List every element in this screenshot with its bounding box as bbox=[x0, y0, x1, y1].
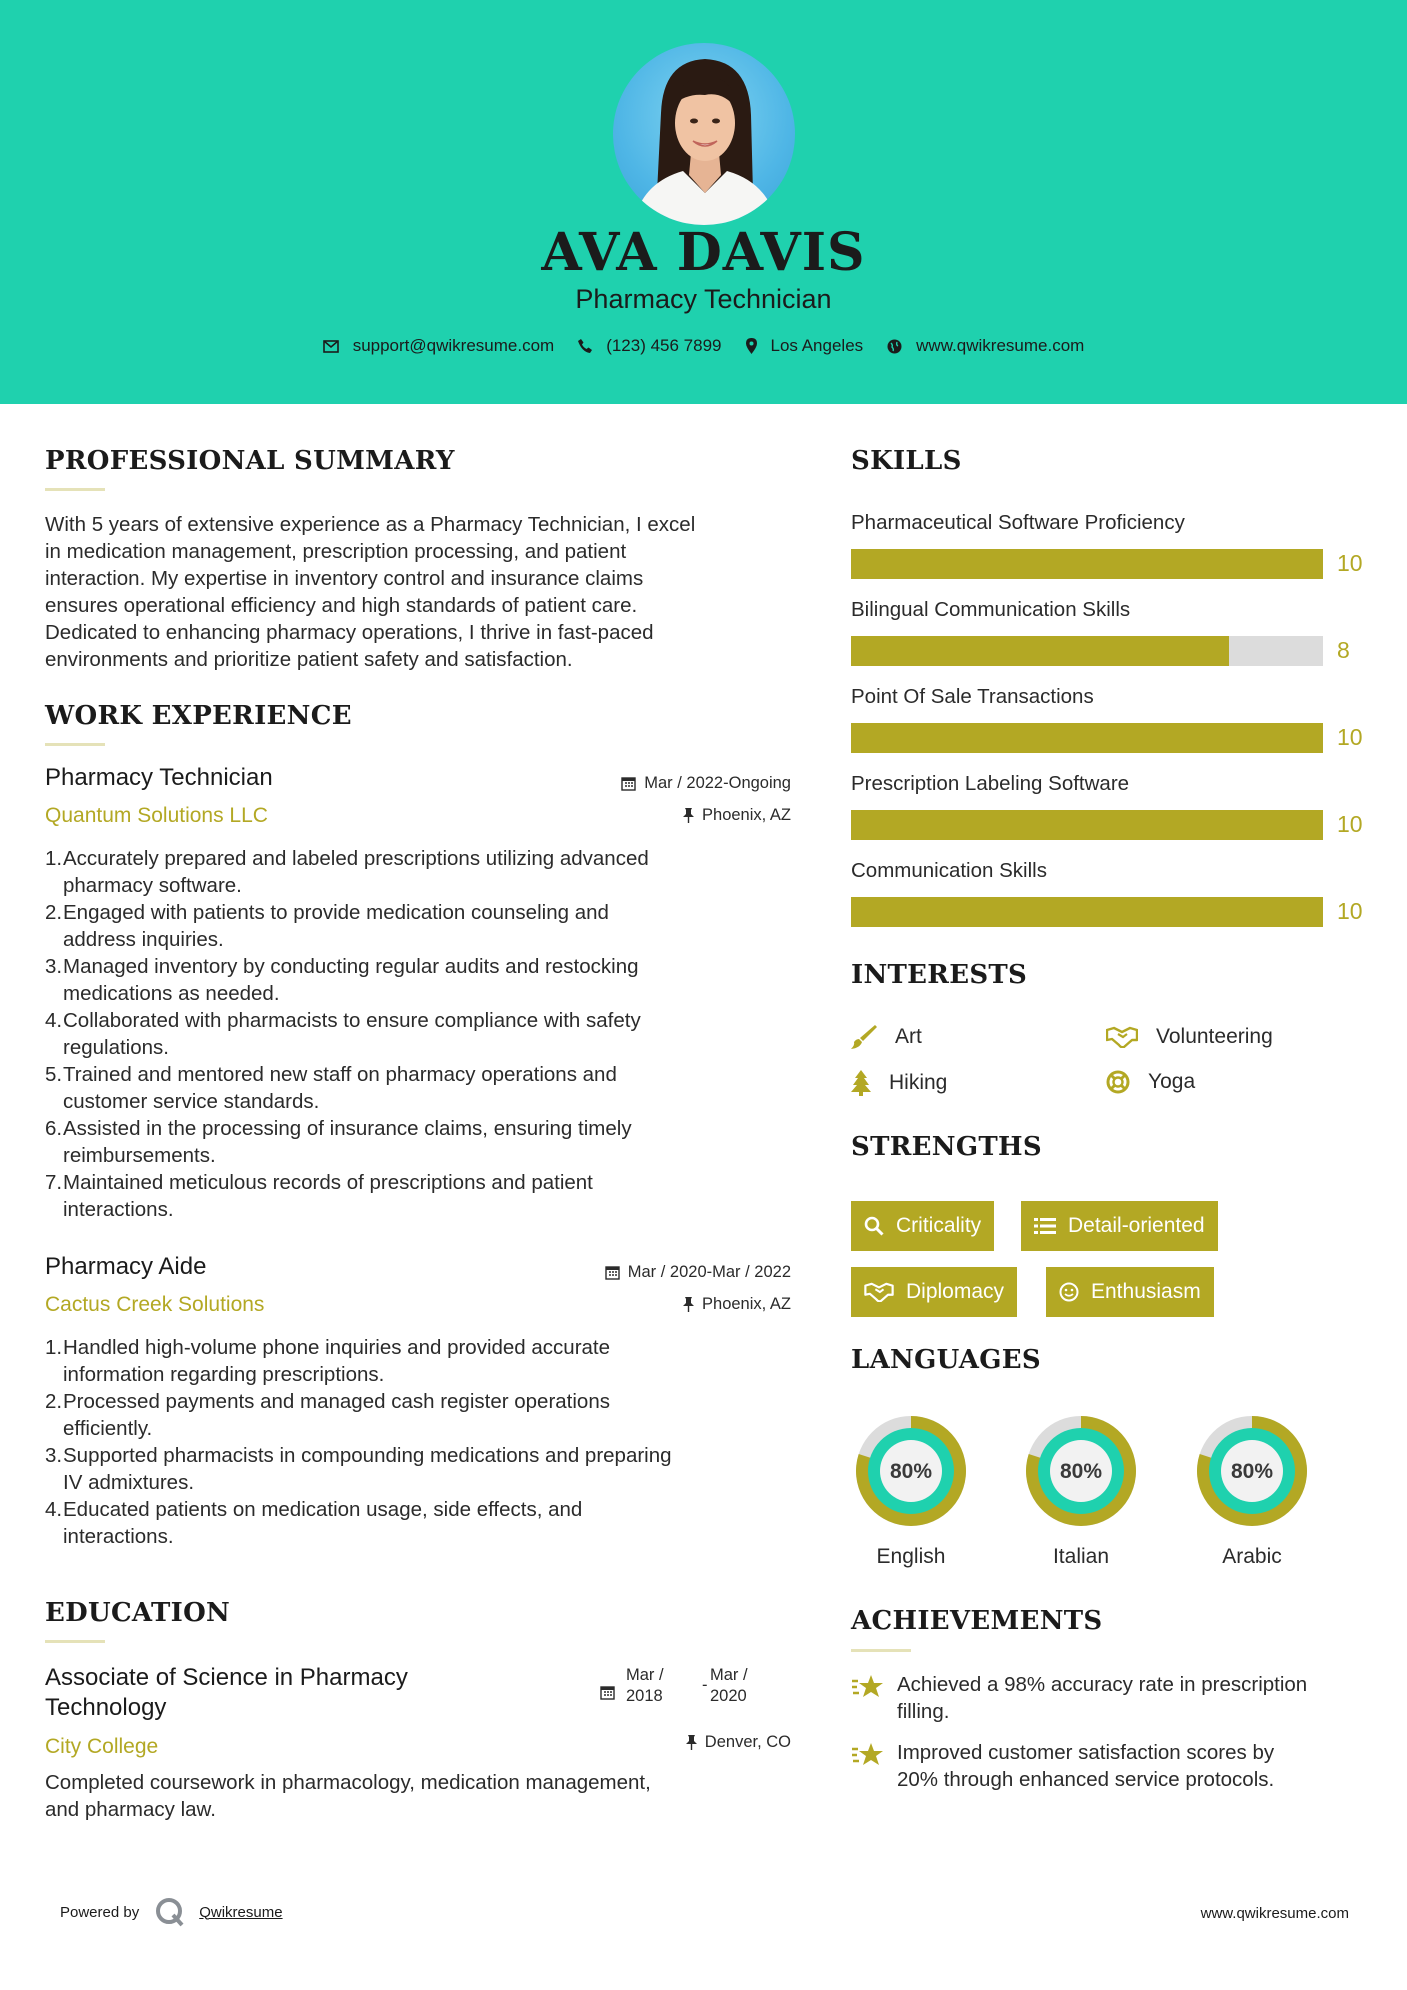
date-separator: - bbox=[702, 1676, 708, 1694]
job-location-text: Phoenix, AZ bbox=[702, 1295, 791, 1313]
list-item: 3. Supported pharmacists in compounding medications and preparing IV admixtures. bbox=[45, 1444, 672, 1494]
summary-line: ensures operational efficiency and high standards of patient care. bbox=[45, 594, 638, 617]
job-dates bbox=[500, 1263, 791, 1282]
interest-label: Hiking bbox=[889, 1071, 948, 1094]
smile-icon bbox=[1059, 1282, 1079, 1302]
powered-by-text: Powered by bbox=[60, 1903, 140, 1921]
education-rule bbox=[45, 1640, 105, 1643]
interest-yoga bbox=[1106, 1070, 1195, 1094]
strength-badge bbox=[851, 1267, 1017, 1317]
interest-art bbox=[851, 1025, 922, 1049]
education-description bbox=[45, 1769, 805, 1823]
summary-line: in medication management, prescription processing, and patient bbox=[45, 540, 627, 563]
skill-name: Point Of Sale Transactions bbox=[851, 685, 1094, 708]
company-name: Quantum Solutions LLC bbox=[45, 804, 268, 827]
skill-bar-fill bbox=[851, 897, 1323, 927]
date-part: Mar / bbox=[626, 1666, 664, 1684]
job-title: Pharmacy Aide bbox=[45, 1253, 207, 1280]
skill-bar-fill bbox=[851, 636, 1229, 666]
school-name: City College bbox=[45, 1735, 159, 1758]
strength-label: Enthusiasm bbox=[1091, 1280, 1201, 1303]
interest-hiking bbox=[851, 1070, 947, 1096]
list-item: 2. Engaged with patients to provide medication counseling and address inquiries. bbox=[45, 901, 609, 951]
skill-bar-track bbox=[851, 897, 1323, 927]
achievement-item bbox=[851, 1671, 1371, 1725]
strengths-heading: STRENGTHS bbox=[851, 1132, 1042, 1162]
skill-value: 10 bbox=[1337, 724, 1363, 750]
list-item: 4. Collaborated with pharmacists to ensure compliance with safety regulations. bbox=[45, 1009, 641, 1059]
contact-website[interactable] bbox=[887, 336, 1084, 356]
list-item: 7. Maintained meticulous records of prescriptions and patient interactions. bbox=[45, 1171, 593, 1221]
skill-bar-track bbox=[851, 549, 1323, 579]
paintbrush-icon bbox=[851, 1025, 877, 1049]
list-item: 1. Handled high-volume phone inquiries and provided accurate information regarding prescriptions. bbox=[45, 1336, 611, 1386]
globe-icon bbox=[887, 339, 902, 354]
achievement-line: 20% through enhanced service protocols. bbox=[897, 1768, 1275, 1791]
pushpin-icon bbox=[683, 1297, 694, 1312]
tree-icon bbox=[851, 1070, 871, 1096]
strength-badge bbox=[1046, 1267, 1214, 1317]
summary-text bbox=[45, 511, 805, 673]
footer-url[interactable]: www.qwikresume.com bbox=[1200, 1905, 1349, 1922]
education-location bbox=[500, 1733, 791, 1752]
skill-bar-fill bbox=[851, 810, 1323, 840]
language-percent: 80% bbox=[1230, 1460, 1274, 1483]
list-item: 5. Trained and mentored new staff on pharmacy operations and customer service standards. bbox=[45, 1063, 617, 1113]
list-item: 2. Processed payments and managed cash register operations efficiently. bbox=[45, 1390, 610, 1440]
candidate-name: AVA DAVIS bbox=[541, 222, 866, 283]
phone-icon bbox=[578, 339, 592, 353]
skill-bar-track bbox=[851, 810, 1323, 840]
interest-label: Yoga bbox=[1148, 1070, 1196, 1093]
achievement-line: Improved customer satisfaction scores by bbox=[897, 1741, 1275, 1764]
candidate-title: Pharmacy Technician bbox=[575, 284, 832, 314]
job-location-text: Phoenix, AZ bbox=[702, 806, 791, 824]
education-heading: EDUCATION bbox=[45, 1598, 231, 1628]
summary-line: interaction. My expertise in inventory control and insurance claims bbox=[45, 567, 644, 590]
job-dates bbox=[500, 774, 791, 793]
brand-link[interactable]: Qwikresume bbox=[199, 1903, 283, 1921]
list-item: 6. Assisted in the processing of insurance claims, ensuring timely reimbursements. bbox=[45, 1117, 632, 1167]
language-gauge bbox=[1191, 1410, 1313, 1532]
degree-title bbox=[45, 1663, 408, 1723]
profile-photo bbox=[613, 43, 795, 225]
skill-value: 10 bbox=[1337, 811, 1363, 837]
experience-rule bbox=[45, 743, 105, 746]
skill-name: Communication Skills bbox=[851, 859, 1047, 882]
skill-bar-track bbox=[851, 636, 1323, 666]
language-name: Italian bbox=[1052, 1545, 1110, 1568]
education-desc-line: and pharmacy law. bbox=[45, 1798, 216, 1821]
skill-bar-fill bbox=[851, 549, 1323, 579]
degree-line: Associate of Science in Pharmacy bbox=[45, 1664, 408, 1691]
strength-label: Detail-oriented bbox=[1068, 1214, 1205, 1237]
lifebuoy-icon bbox=[1106, 1070, 1130, 1094]
skill-bar-track bbox=[851, 723, 1323, 753]
summary-heading: PROFESSIONAL SUMMARY bbox=[45, 446, 455, 476]
language-donut bbox=[850, 1410, 972, 1532]
achievement-item bbox=[851, 1739, 1371, 1793]
search-icon bbox=[864, 1216, 884, 1236]
education-location-text: Denver, CO bbox=[704, 1733, 791, 1751]
job-location bbox=[500, 806, 791, 825]
contact-location bbox=[746, 336, 864, 356]
job-dates-text: Mar / 2022-Ongoing bbox=[644, 774, 791, 792]
map-pin-icon bbox=[746, 338, 757, 354]
education-start-date bbox=[626, 1665, 664, 1707]
contact-email[interactable] bbox=[323, 336, 555, 356]
job-duties bbox=[45, 845, 805, 1223]
job-dates-text: Mar / 2020-Mar / 2022 bbox=[627, 1263, 791, 1281]
interest-label: Volunteering bbox=[1156, 1025, 1273, 1048]
email-text: support@qwikresume.com bbox=[352, 336, 555, 355]
pushpin-icon bbox=[686, 1735, 697, 1750]
skills-heading: SKILLS bbox=[851, 446, 962, 476]
achievement-line: filling. bbox=[897, 1700, 950, 1723]
strength-label: Diplomacy bbox=[906, 1280, 1005, 1303]
language-donut bbox=[1191, 1410, 1313, 1532]
list-item: 1. Accurately prepared and labeled prescriptions utilizing advanced pharmacy software. bbox=[45, 847, 649, 897]
language-name: Arabic bbox=[1222, 1545, 1282, 1568]
skill-name: Bilingual Communication Skills bbox=[851, 598, 1131, 621]
interest-label: Art bbox=[895, 1025, 922, 1048]
strength-label: Criticality bbox=[896, 1214, 982, 1237]
list-item: 4. Educated patients on medication usage, side effects, and interactions. bbox=[45, 1498, 583, 1548]
achievements-heading: ACHIEVEMENTS bbox=[851, 1606, 1103, 1636]
location-text: Los Angeles bbox=[770, 336, 864, 355]
summary-rule bbox=[45, 488, 105, 491]
pushpin-icon bbox=[683, 808, 694, 823]
calendar-icon bbox=[605, 1265, 620, 1280]
award-star-icon bbox=[851, 1673, 885, 1701]
footer-powered-by bbox=[60, 1897, 283, 1927]
skill-value: 10 bbox=[1337, 898, 1363, 924]
skill-value: 10 bbox=[1337, 550, 1363, 576]
degree-line: Technology bbox=[45, 1694, 167, 1721]
summary-line: Dedicated to enhancing pharmacy operations, I thrive in fast-paced bbox=[45, 621, 654, 644]
experience-heading: WORK EXPERIENCE bbox=[45, 701, 352, 731]
resume-header bbox=[0, 0, 1407, 404]
phone-text: (123) 456 7899 bbox=[606, 336, 722, 355]
date-part: 2018 bbox=[626, 1687, 663, 1705]
skill-value: 8 bbox=[1337, 637, 1350, 663]
language-name: English bbox=[876, 1545, 946, 1568]
languages-heading: LANGUAGES bbox=[851, 1345, 1041, 1375]
language-donut bbox=[1020, 1410, 1142, 1532]
skill-name: Pharmaceutical Software Proficiency bbox=[851, 511, 1185, 534]
strength-badge bbox=[851, 1201, 994, 1251]
language-gauge bbox=[850, 1410, 972, 1532]
contact-phone[interactable] bbox=[578, 336, 721, 356]
language-percent: 80% bbox=[889, 1460, 933, 1483]
company-name: Cactus Creek Solutions bbox=[45, 1293, 265, 1316]
interest-volunteering bbox=[1106, 1025, 1273, 1049]
website-text: www.qwikresume.com bbox=[916, 336, 1085, 355]
qwikresume-logo-icon bbox=[155, 1897, 185, 1927]
calendar-icon bbox=[600, 1685, 615, 1705]
job-title: Pharmacy Technician bbox=[45, 764, 273, 791]
skill-bar-fill bbox=[851, 723, 1323, 753]
interests-heading: INTERESTS bbox=[851, 960, 1028, 990]
calendar-icon bbox=[621, 776, 636, 791]
list-item: 3. Managed inventory by conducting regular audits and restocking medications as needed. bbox=[45, 955, 639, 1005]
date-part: 2020 bbox=[710, 1687, 747, 1705]
summary-line: environments and prioritize patient safety and satisfaction. bbox=[45, 648, 573, 671]
skill-name: Prescription Labeling Software bbox=[851, 772, 1130, 795]
handshake-icon bbox=[864, 1282, 894, 1302]
contact-bar bbox=[0, 336, 1407, 356]
achievement-line: Achieved a 98% accuracy rate in prescription bbox=[897, 1673, 1308, 1696]
education-end-date bbox=[710, 1665, 748, 1707]
list-icon bbox=[1034, 1217, 1056, 1235]
handshake-icon bbox=[1106, 1026, 1138, 1048]
date-part: Mar / bbox=[710, 1666, 748, 1684]
education-desc-line: Completed coursework in pharmacology, medication management, bbox=[45, 1771, 651, 1794]
language-gauge bbox=[1020, 1410, 1142, 1532]
award-star-icon bbox=[851, 1741, 885, 1769]
achievements-rule bbox=[851, 1649, 911, 1652]
language-percent: 80% bbox=[1059, 1460, 1103, 1483]
strength-badge bbox=[1021, 1201, 1218, 1251]
job-location bbox=[500, 1295, 791, 1314]
summary-line: With 5 years of extensive experience as a Pharmacy Technician, I excel bbox=[45, 513, 696, 536]
envelope-icon bbox=[323, 340, 339, 353]
job-duties bbox=[45, 1334, 805, 1550]
